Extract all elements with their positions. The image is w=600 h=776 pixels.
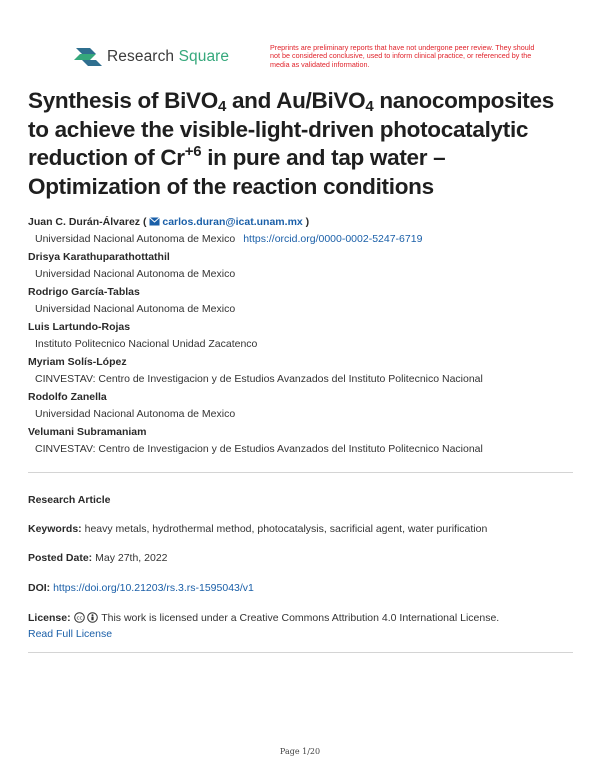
page-number: Page 1/20: [279, 747, 321, 756]
research-square-logo-icon: [74, 46, 102, 68]
orcid-link[interactable]: https://orcid.org/0000-0002-5247-6719: [243, 233, 423, 245]
author-affiliation: Universidad Nacional Autonoma de Mexico: [35, 303, 236, 315]
license: License: cc This work is licensed under a Creative Commons Attribution 4.0 International License. Read Full License: [28, 612, 500, 640]
author-affiliation: Instituto Politecnico Nacional Unidad Zacatenco: [35, 338, 258, 350]
author-name: Luis Lartundo-Rojas: [28, 321, 131, 333]
author-name: Velumani Subramaniam: [28, 426, 147, 438]
author-affiliation: Universidad Nacional Autonoma de Mexico: [35, 408, 236, 420]
research-square-logo: [74, 46, 229, 68]
envelope-icon: [149, 217, 160, 226]
doi-link[interactable]: https://doi.org/10.21203/rs.3.rs-1595043/v1: [53, 582, 254, 594]
creative-commons-icon: [74, 612, 85, 623]
author-name: Juan C. Durán-Álvarez ( carlos.duran@icat.unam.mx ): [28, 216, 310, 228]
author-affiliation: Universidad Nacional Autonoma de Mexico: [35, 268, 236, 280]
divider: [28, 652, 573, 653]
author-affiliation: CINVESTAV: Centro de Investigacion y de Estudios Avanzados del Instituto Politecnico Nacional: [35, 443, 483, 455]
author-affiliation: CINVESTAV: Centro de Investigacion y de Estudios Avanzados del Instituto Politecnico Nacional: [35, 373, 483, 385]
author-name: Drisya Karathuparathottathil: [28, 251, 170, 263]
attribution-icon: [87, 612, 98, 623]
author-list: [28, 213, 576, 458]
logo-wordmark: Research Square: [107, 48, 230, 65]
svg-text:cc: cc: [76, 615, 83, 622]
author-name: Myriam Solís-López: [28, 356, 127, 368]
author-name: Rodrigo García-Tablas: [28, 286, 140, 298]
author-email-link[interactable]: carlos.duran@icat.unam.mx: [162, 216, 303, 228]
keywords: Keywords: heavy metals, hydrothermal method, photocatalysis, sacrificial agent, water purification: [28, 523, 488, 535]
author-name: Rodolfo Zanella: [28, 391, 107, 403]
paper-title: Synthesis of BiVO$_4$ and Au/BiVO$_4$ nanocomposites to achieve the visible-light-driven photocatalytic reduction of $Cr^{+6}$ in pure and tap water – Optimization of the reaction conditions: [28, 88, 554, 199]
preprint-disclaimer: Preprints are preliminary reports that have not undergone peer review. They should not be considered conclusive, used to inform clinical practice, or referenced by the media as validated information.: [270, 43, 535, 69]
doi: DOI: https://doi.org/10.21203/rs.3.rs-1595043/v1: [28, 582, 254, 594]
article-type: Research Article: [28, 494, 111, 506]
author-affiliation: Universidad Nacional Autonoma de Mexico https://orcid.org/0000-0002-5247-6719: [35, 233, 423, 245]
read-full-license-link[interactable]: Read Full License: [28, 628, 113, 640]
divider: [28, 472, 573, 473]
posted-date: Posted Date: May 27th, 2022: [28, 552, 168, 564]
